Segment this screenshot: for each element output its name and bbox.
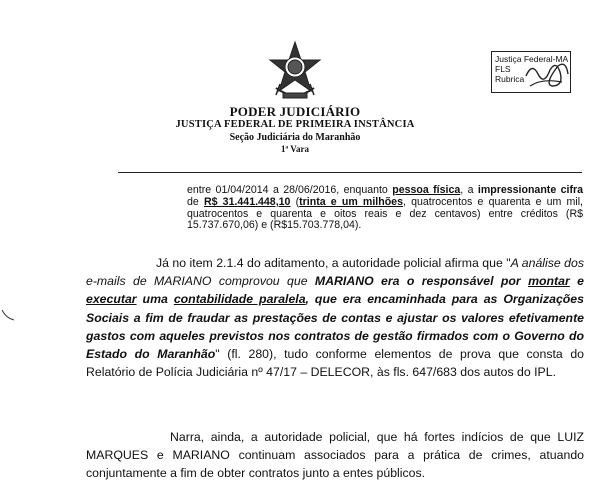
margin-mark-icon <box>0 308 18 322</box>
quoted-excerpt: entre 01/04/2014 a 28/06/2016, enquanto pessoa física, a impressionante cifra de R$ 31.441.448,10 (trinta e um milhões, quatrocentos e quarenta e um mil, quatrocentos e quarenta e oitos reais e dez centavos) entre créditos (R$ 15.737.670,06) e (R$15.703.778,04). <box>187 184 583 232</box>
header-divider <box>118 172 582 173</box>
stamp-line-3: Rubrica <box>495 74 525 84</box>
header-court: JUSTIÇA FEDERAL DE PRIMEIRA INSTÂNCIA <box>175 119 415 130</box>
paragraph-item-2-1-4: Já no item 2.1.4 do aditamento, a autoridade policial afirma que "A análise dos e-mails de MARIANO comprovou que MARIANO era o responsável por montar e executar uma contabilidade paralela, que era encaminhada para as Organizações Sociais a fim de fraudar as prestações de contas e ajustar os valores efetivamente gastos com aqueles previstos nos contratos de gestão firmados com o Governo do Estado do Maranhão" (fl. 280), tudo conforme elementos de prova que consta do Relatório de Polícia Judiciária nº 47/17 – DELECOR, às fls. 647/683 dos autos do IPL. <box>86 256 585 380</box>
paragraph-narrative: Narra, ainda, a autoridade policial, que há fortes indícios de que LUIZ MARQUES e MARIANO continuam associados para a prática de crimes, atuando conjuntamente a fim de obter contratos junto a entes públicos. <box>86 430 584 481</box>
stamp-line-1: Justiça Federal-MA <box>495 54 569 64</box>
handwritten-signature-icon <box>522 56 570 92</box>
header-section: Seção Judiciária do Maranhão <box>229 132 361 143</box>
page-stamp <box>491 51 571 93</box>
header-title: PODER JUDICIÁRIO <box>229 104 361 119</box>
header-division: 1ª Vara <box>281 144 309 154</box>
stamp-line-2: FLS <box>495 64 511 74</box>
coat-of-arms-icon <box>266 40 324 102</box>
